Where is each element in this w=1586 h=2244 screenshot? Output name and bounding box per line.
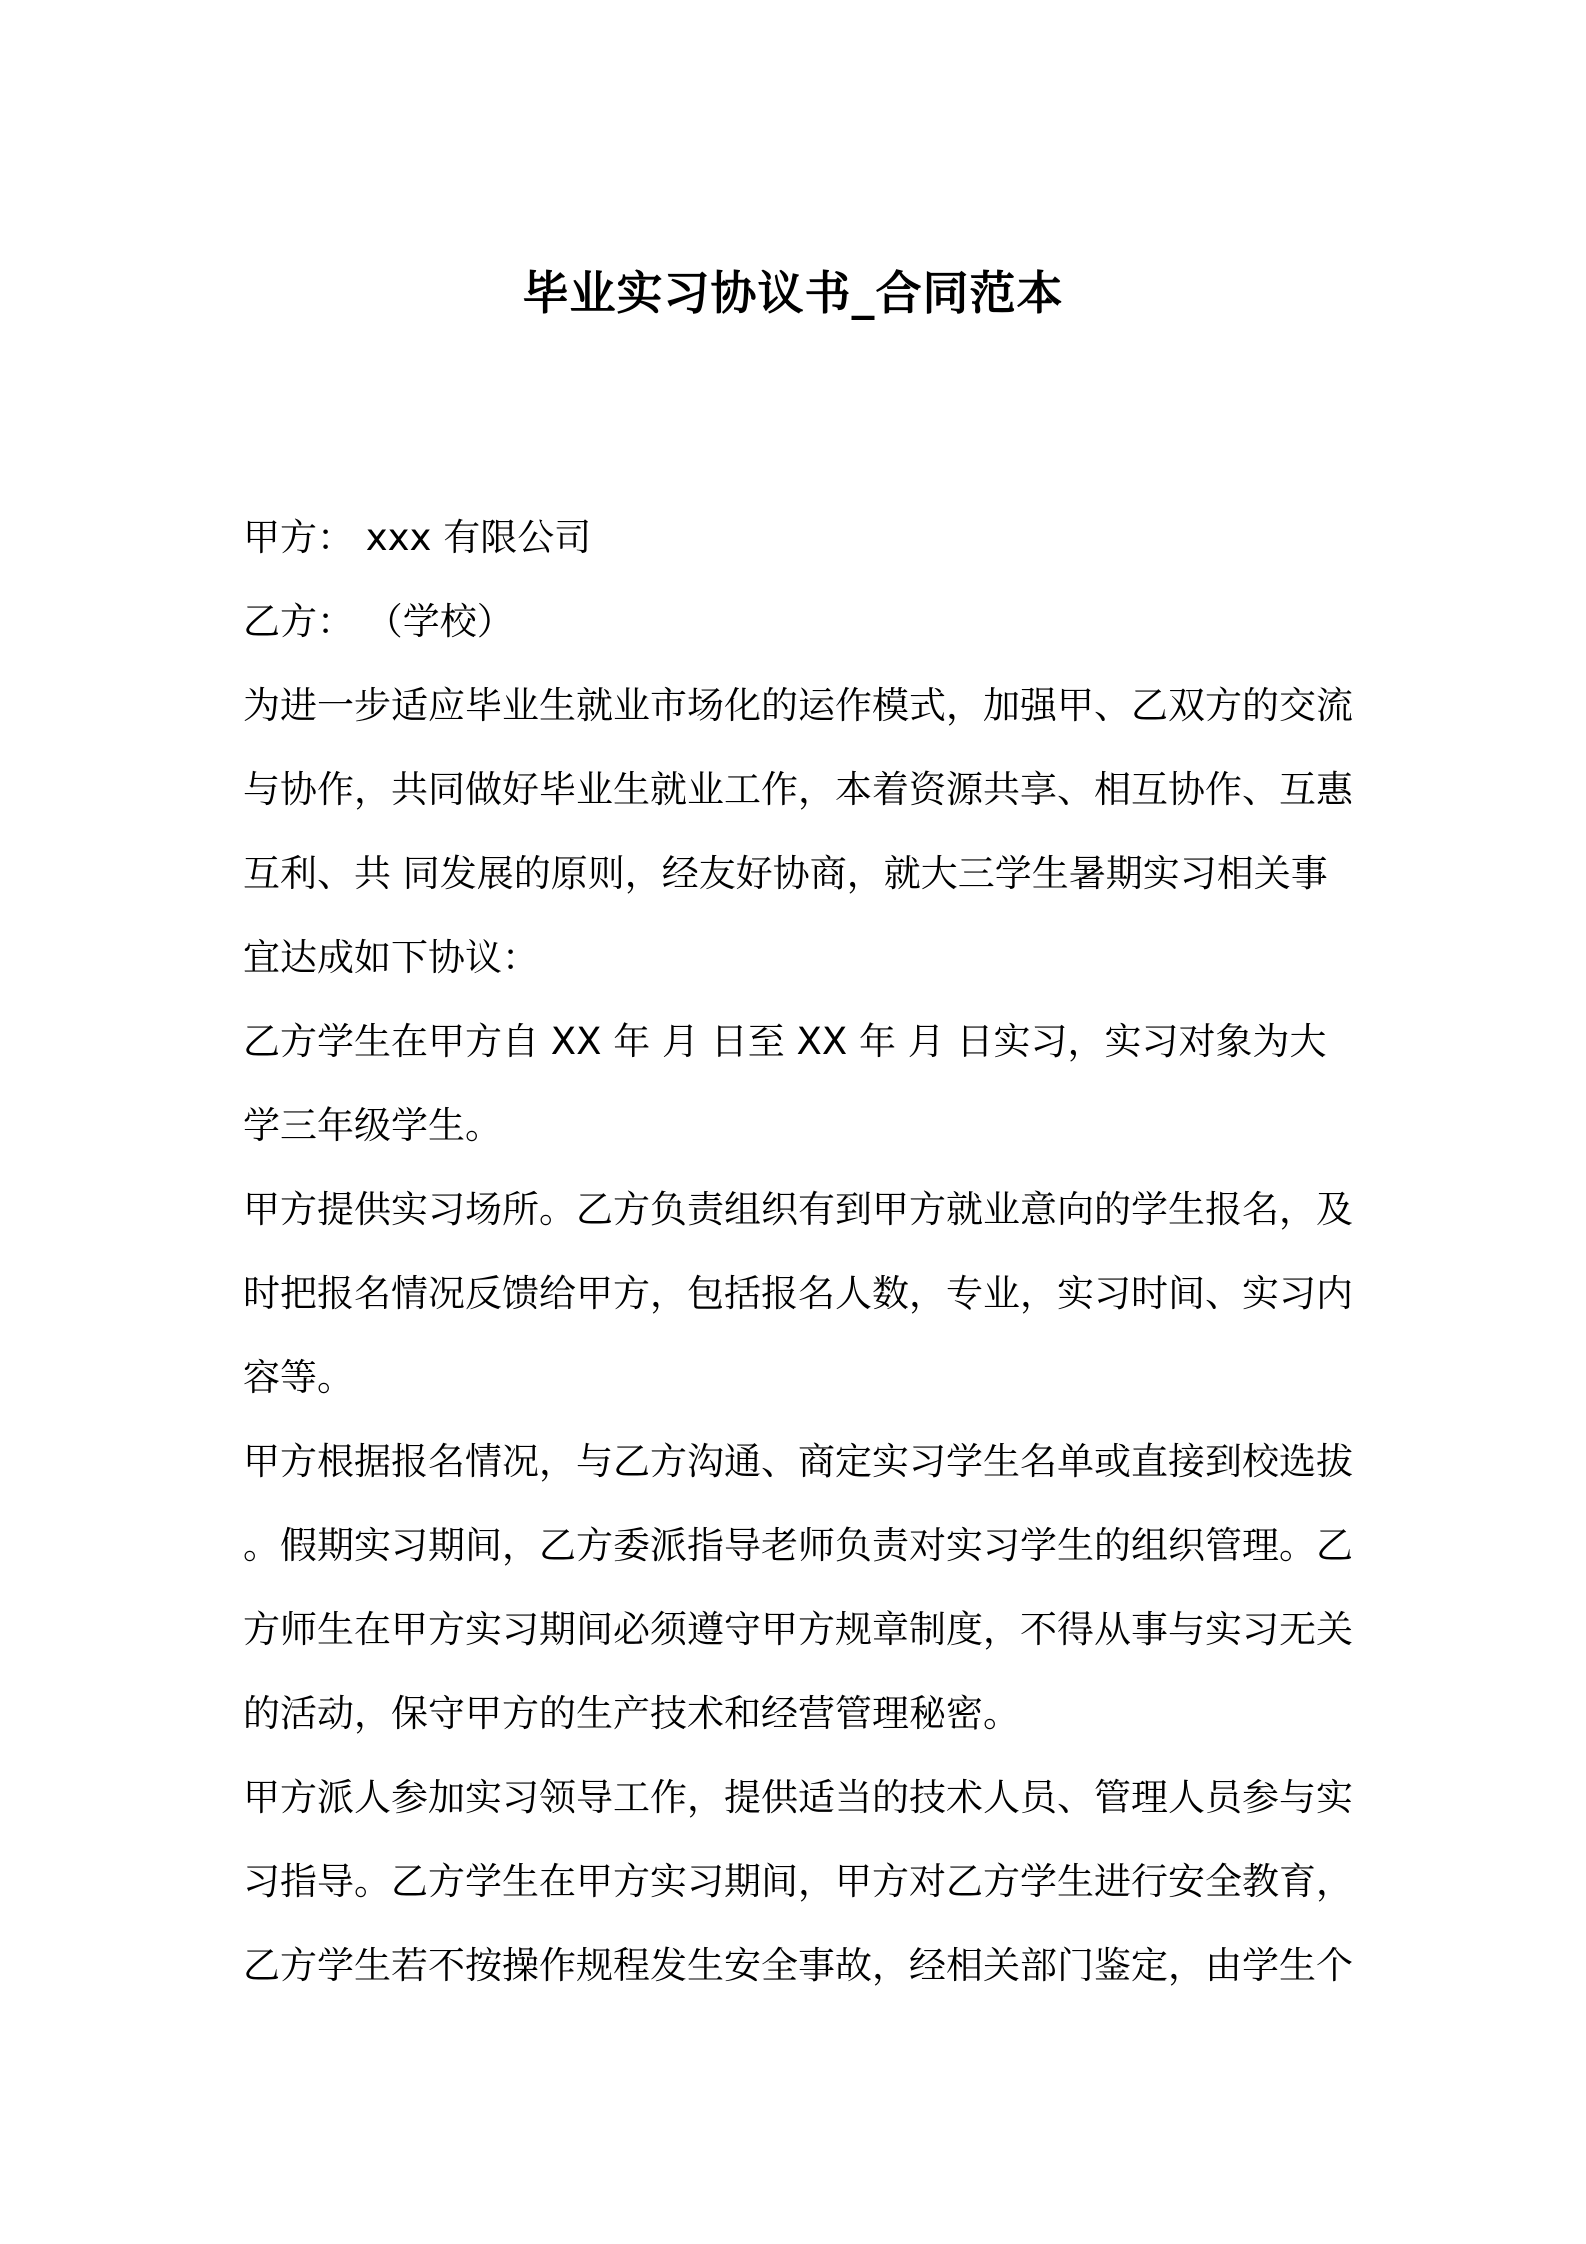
text-line: 习指导。乙方学生在甲方实习期间，甲方对乙方学生进行安全教育， xyxy=(243,1860,1353,1903)
text-line: 乙方学生若不按操作规程发生安全事故，经相关部门鉴定，由学生个 xyxy=(243,1944,1353,1987)
party-a-line: 甲方： xxx 有限公司 xyxy=(243,516,592,559)
text-line: 宜达成如下协议： xyxy=(243,936,539,979)
text-line: 与协作，共同做好毕业生就业工作，本着资源共享、相互协作、互惠 xyxy=(243,768,1353,811)
text-line: 甲方提供实习场所。乙方负责组织有到甲方就业意向的学生报名，及 xyxy=(243,1188,1353,1231)
document-body xyxy=(243,496,1363,2008)
text-line: 方师生在甲方实习期间必须遵守甲方规章制度，不得从事与实习无关 xyxy=(243,1608,1353,1651)
text-line: 时把报名情况反馈给甲方，包括报名人数，专业，实习时间、实习内 xyxy=(243,1272,1353,1315)
text-line: 为进一步适应毕业生就业市场化的运作模式，加强甲、乙双方的交流 xyxy=(243,684,1353,727)
text-line: 互利、共 同发展的原则，经友好协商，就大三学生暑期实习相关事 xyxy=(243,852,1328,895)
text-line: 的活动，保守甲方的生产技术和经营管理秘密。 xyxy=(243,1692,1020,1735)
text-line: 学三年级学生。 xyxy=(243,1104,502,1147)
text-line: 甲方派人参加实习领导工作，提供适当的技术人员、管理人员参与实 xyxy=(243,1776,1353,1819)
party-b-line: 乙方： （学校） xyxy=(243,600,514,643)
text-line: 乙方学生在甲方自 XX 年 月 日至 XX 年 月 日实习，实习对象为大 xyxy=(243,1020,1327,1063)
text-line: 。假期实习期间，乙方委派指导老师负责对实习学生的组织管理。乙 xyxy=(243,1524,1353,1567)
document-title: 毕业实习协议书_合同范本 xyxy=(522,266,1064,320)
text-line: 容等。 xyxy=(243,1356,354,1399)
text-line: 甲方根据报名情况，与乙方沟通、商定实习学生名单或直接到校选拔 xyxy=(243,1440,1353,1483)
